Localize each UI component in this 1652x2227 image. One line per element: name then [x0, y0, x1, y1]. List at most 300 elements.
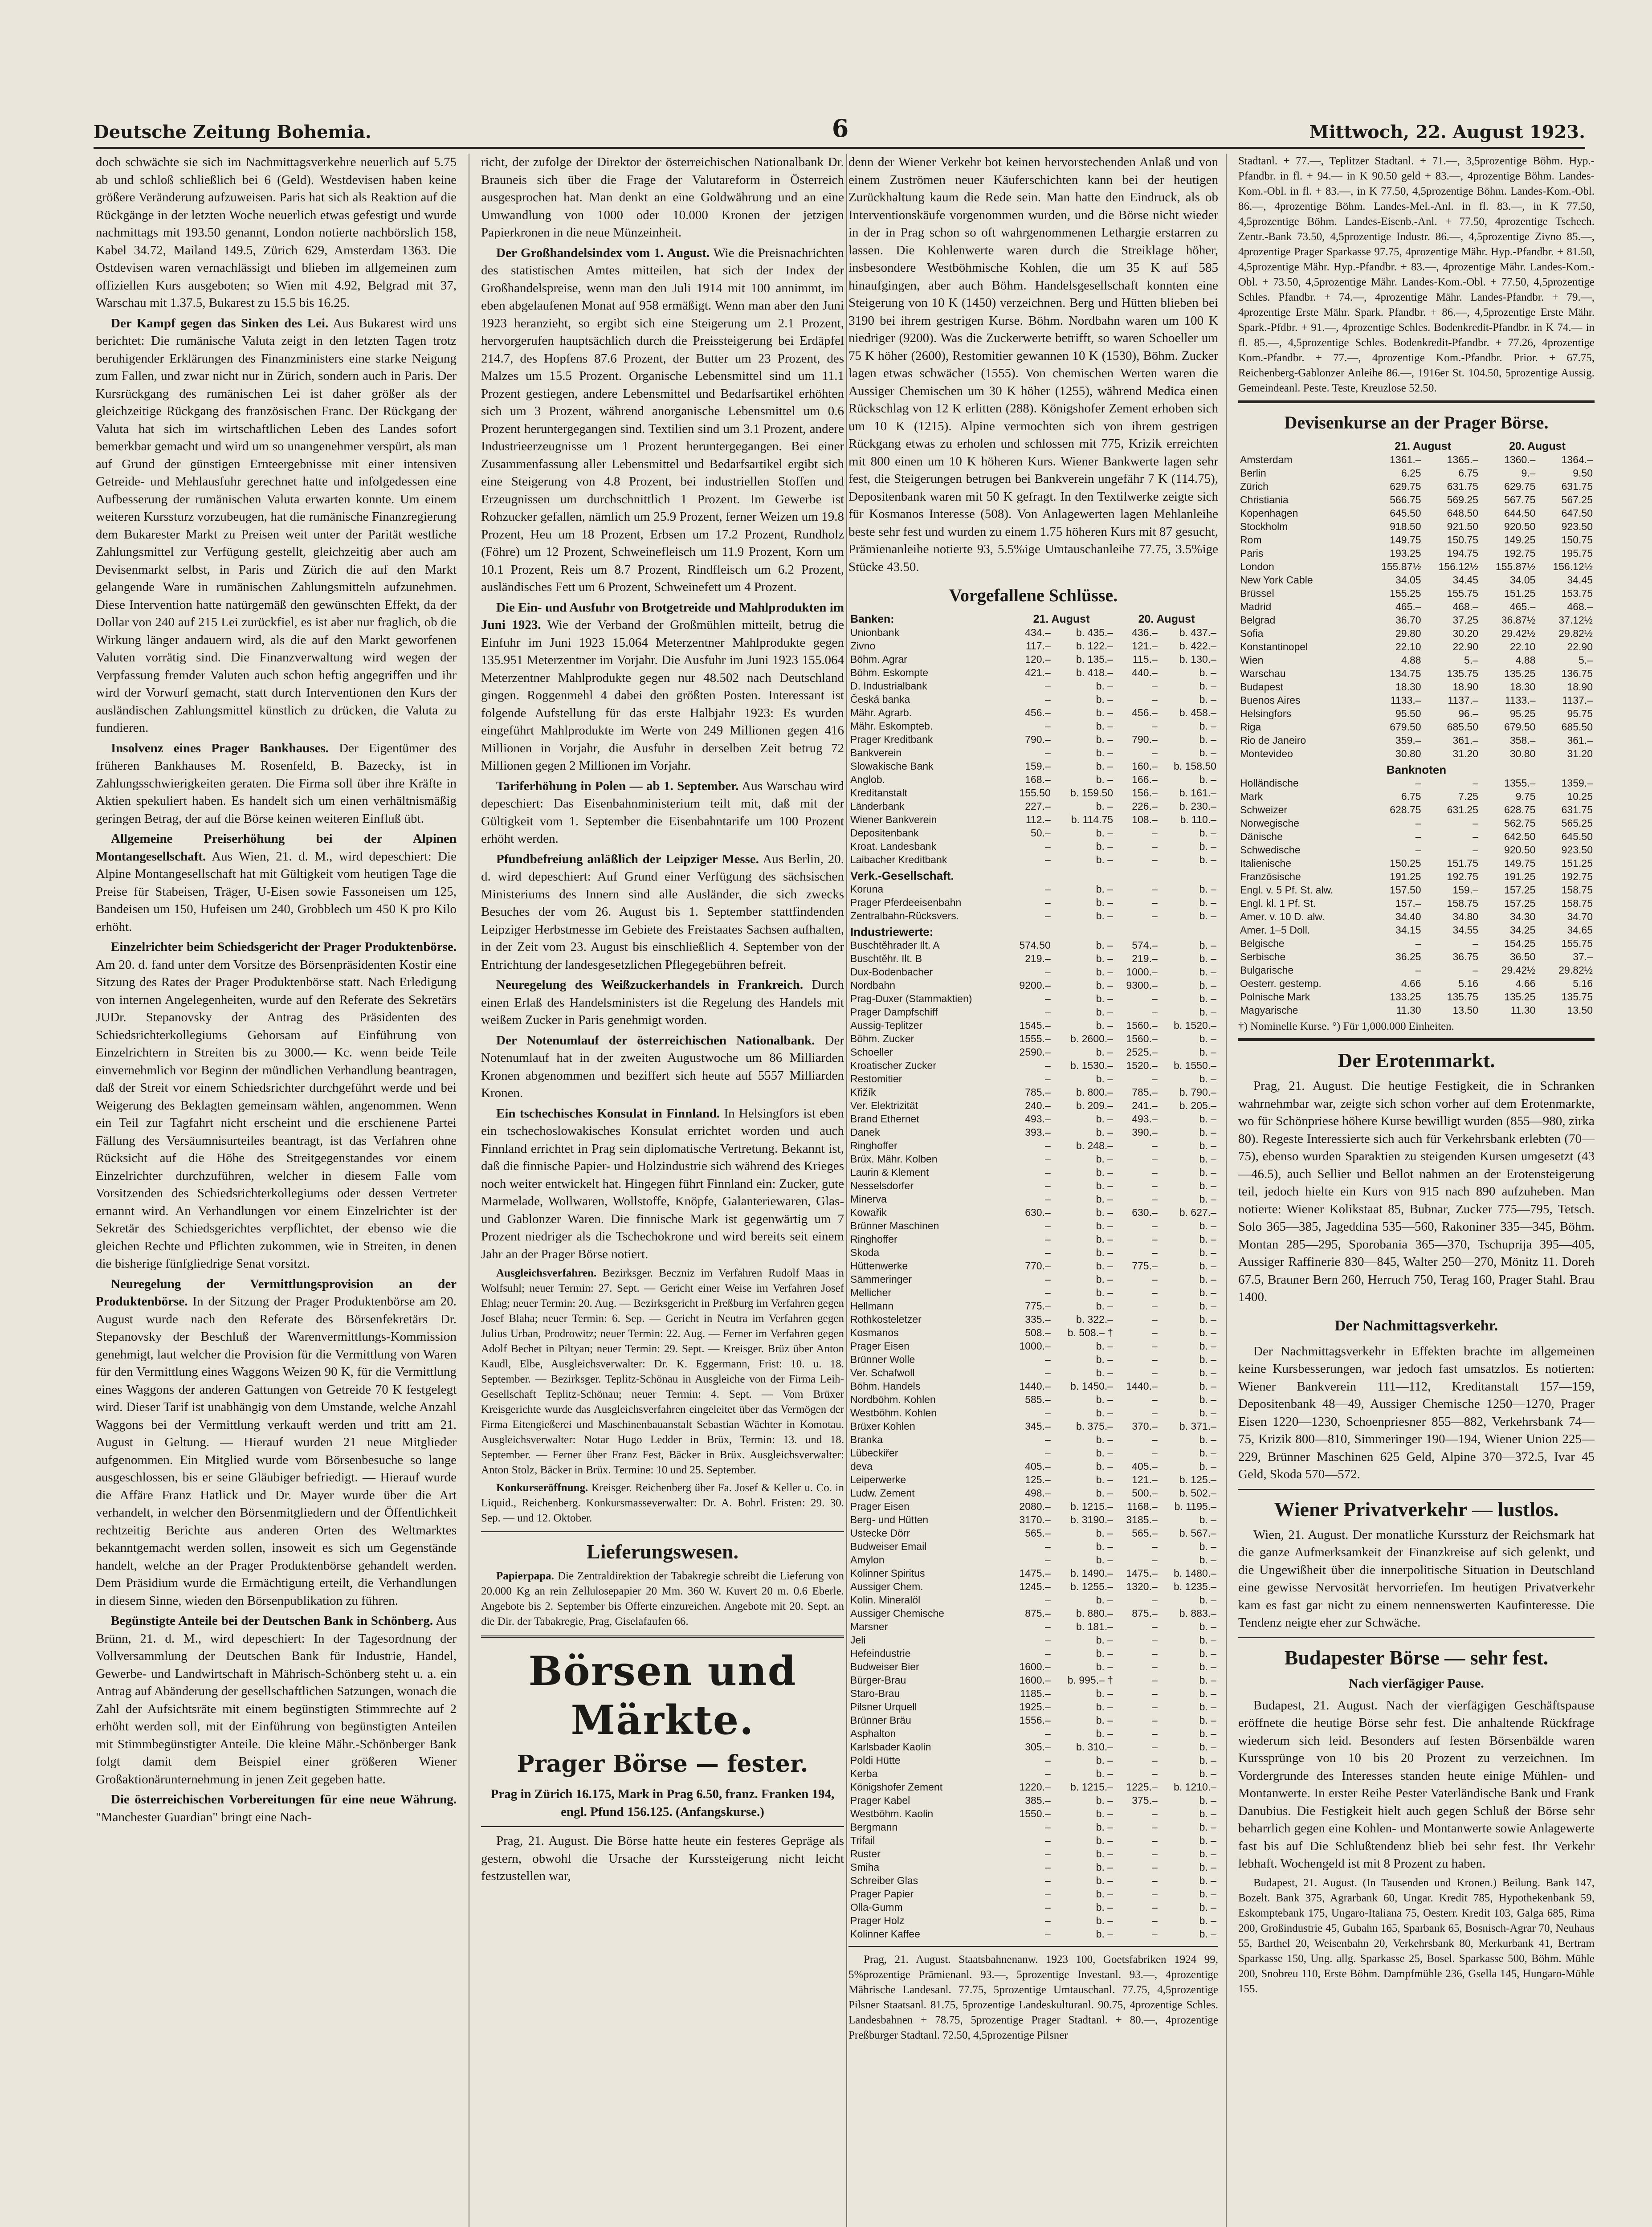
rate-cell: b. – [1199, 966, 1216, 978]
table-row [1238, 923, 1595, 937]
rate-cell: 192.75 [1447, 871, 1479, 882]
row-label: Olla-Gumm [850, 1901, 903, 1913]
rate-cell: b. – [1199, 1327, 1216, 1338]
article-heading: Die Ein- und Ausfuhr von Brotgetreide und Mahlprodukten im Juni 1923. [481, 600, 844, 632]
rate-cell: b. 458.– [1179, 707, 1216, 718]
rate-cell: b. – [1199, 1554, 1216, 1566]
rate-cell: – [1151, 1661, 1158, 1672]
rate-cell: 31.20 [1567, 748, 1593, 759]
rate-cell: b. 1520.– [1174, 1020, 1216, 1031]
rate-cell: 191.25 [1390, 871, 1421, 882]
rate-cell: 192.75 [1504, 547, 1536, 559]
row-label: Prager Pferdeeisenbahn [850, 897, 962, 908]
rate-cell: b. – [1096, 1354, 1114, 1365]
rate-cell: 151.25 [1561, 857, 1593, 869]
row-label: Kolin. Mineralöl [850, 1594, 921, 1606]
rate-cell: – [1151, 883, 1158, 895]
article-text: Bezirksger. Beczniz im Verfahren Rudolf Maas in Wolfsuhl; neuer Termin: 27. Sept. — Gericht einer Weise im Verfahren Josef Ehlag; neuer Termin: 20. Aug. — Bezirksgericht in Preßburg im Verfahren gegen Josef Blaha; neuer Termin: 6. Sep. — Gericht in Neutra im Verfahren gegen Julius Urban, Prodrowitz; neuer Termin: 22. Aug. — Ferner im Verfahren gegen Adolf Bechet in Piltyan; neuer Termin: 29. Sept. — Kreisger. Brüz über Anton Kaudl, Elbe, Ausgleichsverwalter: Dr. K. Eggermann, Frist: 10. u. 18. September. — Bezirksger. Teplitz-Schönau in Ausgleiche von der Firma Leih-Gesellschaft Teplitz-Schönau; neuer Termin: 4. Sept. — Vom Brüxer Kreisgerichte wurde das Ausgleichsverfahren eingeleitet über das Vermögen der Firma Eitengießerei und Maschinenbauanstalt Sebastian Wächter in Komotau. Ausgleichsverwalter: Notar Hugo Ledder in Brüx, Termin: 13. und 18. September. — Ferner über Franz Fest, Bäcker in Brüx. Ausgleichsverwalter: Anton Stolz, Bäcker in Brüx. Termine: 10 und 25. September. [481, 1267, 844, 1476]
rate-cell: – [1151, 1688, 1158, 1699]
rate-cell: 393.– [1025, 1126, 1051, 1138]
rate-cell: 1361.– [1390, 454, 1421, 465]
rate-cell: b. – [1096, 1648, 1114, 1659]
rate-cell: 493.– [1132, 1113, 1158, 1125]
rate-cell: 465.– [1395, 601, 1421, 612]
row-label: Brünner Bräu [850, 1714, 911, 1726]
rate-cell: 36.70 [1395, 614, 1421, 626]
rate-cell: 1245.– [1019, 1581, 1051, 1592]
rate-cell: b. – [1096, 1460, 1114, 1472]
rate-cell: 7.25 [1458, 791, 1479, 802]
table-row [848, 1740, 1218, 1754]
markets-section-title: Börsen und Märkte. [528, 1648, 797, 1744]
row-label: Zentralbahn-Rücksvers. [850, 910, 959, 922]
prague-exchange-headline: Prager Börse — fester. [517, 1750, 808, 1778]
rate-cell: b. – [1096, 1340, 1114, 1352]
table-row [848, 1045, 1218, 1059]
rate-cell: 1440.– [1019, 1380, 1051, 1392]
rate-cell: – [1151, 910, 1158, 922]
rate-cell: 240.– [1025, 1100, 1051, 1111]
rate-cell: b. – [1199, 1394, 1216, 1405]
rate-cell: 1600.– [1019, 1674, 1051, 1686]
rate-cell: 30.20 [1452, 628, 1479, 639]
rate-cell: – [1151, 1354, 1158, 1365]
rate-cell: 194.75 [1447, 547, 1479, 559]
rate-cell: – [1473, 964, 1479, 976]
table-row [848, 1139, 1218, 1152]
rate-cell: b. – [1199, 734, 1216, 745]
rate-cell: 405.– [1025, 1460, 1051, 1472]
rate-cell: b. – [1199, 1728, 1216, 1739]
table-row [848, 666, 1218, 679]
table-row [848, 1901, 1218, 1914]
row-label: Poldi Hütte [850, 1754, 901, 1766]
row-label: Nordböhm. Kohlen [850, 1394, 936, 1405]
rate-cell: 153.75 [1561, 587, 1593, 599]
rate-cell: 361.– [1567, 734, 1593, 746]
table-row [848, 693, 1218, 706]
rate-cell: 18.30 [1395, 681, 1421, 693]
table-row [848, 653, 1218, 666]
row-label: Branka [850, 1434, 883, 1445]
rate-cell: 468.– [1567, 601, 1593, 612]
rate-cell: 121.– [1132, 1474, 1158, 1485]
rate-cell: 29.42½ [1501, 628, 1536, 639]
row-label: Jeli [850, 1634, 866, 1646]
rate-cell: b. – [1096, 1300, 1114, 1312]
rate-cell: 5.16 [1458, 978, 1479, 989]
rate-cell: – [1473, 831, 1479, 842]
row-label: Marsner [850, 1621, 888, 1632]
rate-cell: – [1044, 1434, 1051, 1445]
rate-cell: b. 883.– [1179, 1607, 1216, 1619]
rate-cell: – [1151, 1915, 1158, 1926]
rate-cell: b. 880.– [1076, 1607, 1114, 1619]
rate-cell: 875.– [1025, 1607, 1051, 1619]
rate-cell: b. – [1199, 1140, 1216, 1151]
section-title: Wiener Privatverkehr — lustlos. [1274, 1497, 1559, 1521]
rate-cell: 1545.– [1019, 1020, 1051, 1031]
rate-cell: 2080.– [1019, 1501, 1051, 1512]
table-row [1238, 680, 1595, 693]
rate-cell: – [1044, 1835, 1051, 1846]
stock-table [848, 612, 1218, 1941]
article-heading: Allgemeine Preiserhöhung bei der Alpinen Montangesellschaft. [96, 832, 457, 864]
row-label: Hüttenwerke [850, 1260, 908, 1272]
table-row [848, 1313, 1218, 1326]
row-label: Stockholm [1240, 521, 1288, 532]
rate-cell: 156.12½ [1438, 561, 1479, 572]
rate-cell: – [1044, 1928, 1051, 1940]
row-label: Länderbank [850, 800, 905, 812]
rate-cell: 34.40 [1395, 911, 1421, 922]
rate-cell: 775.– [1132, 1260, 1158, 1272]
article-text: Prag, 21. August. Die Börse hatte heute ein festeres Gepräge als gestern, obwohl die Ursache der Kurssteigerung nicht leicht festzustellen war, [481, 1834, 844, 1883]
table-row [1238, 963, 1595, 977]
rate-cell: 920.50 [1504, 844, 1536, 856]
table-row [848, 938, 1218, 952]
table-row [1238, 640, 1595, 653]
row-label: Brüx. Mähr. Kolben [850, 1153, 938, 1165]
rate-cell: b. – [1199, 1821, 1216, 1833]
rate-cell: – [1415, 844, 1421, 856]
rate-cell: – [1415, 938, 1421, 949]
table-row [848, 1152, 1218, 1166]
rate-cell: 875.– [1132, 1607, 1158, 1619]
table-row [1238, 653, 1595, 667]
rate-cell: b. 110.– [1180, 814, 1216, 825]
table-row [1238, 857, 1595, 870]
rate-cell: b. – [1096, 939, 1114, 951]
rate-cell: b. – [1199, 1033, 1216, 1044]
row-label: Belgrad [1240, 614, 1276, 626]
section-title: Budapester Börse — sehr fest. [1284, 1646, 1549, 1669]
row-label: Amer. 1–5 Doll. [1240, 924, 1310, 936]
rate-cell: 358.– [1509, 734, 1536, 746]
rate-cell: b. – [1096, 693, 1114, 705]
row-label: deva [850, 1460, 873, 1472]
rate-cell: b. – [1096, 760, 1114, 772]
table-row [1238, 707, 1595, 720]
rate-cell: – [1044, 854, 1051, 865]
rate-cell: 34.25 [1509, 924, 1536, 936]
rate-cell: 155.75 [1447, 587, 1479, 599]
rate-cell: b. – [1199, 774, 1216, 785]
rate-cell: b. – [1096, 800, 1114, 812]
rate-cell: 30.80 [1395, 748, 1421, 759]
rate-cell: 11.30 [1396, 1004, 1421, 1016]
table-row [1238, 803, 1595, 816]
rate-cell: 405.– [1132, 1460, 1158, 1472]
row-label: Bulgarische [1240, 964, 1294, 976]
rate-cell: 567.75 [1504, 494, 1536, 506]
rate-cell: 150.25 [1390, 857, 1421, 869]
rate-cell: 11.30 [1510, 1004, 1536, 1016]
row-label: Dänische [1240, 831, 1283, 842]
rate-cell: b. – [1199, 1594, 1216, 1606]
table-row [848, 813, 1218, 826]
rate-cell: 121.– [1132, 640, 1158, 652]
rate-cell: 31.20 [1452, 748, 1479, 759]
rate-cell: 361.– [1452, 734, 1479, 746]
table-row [1238, 910, 1595, 923]
row-label: Mellicher [850, 1287, 892, 1298]
rate-cell: – [1044, 840, 1051, 852]
row-label: Brünner Maschinen [850, 1220, 939, 1232]
rate-cell: 1555.– [1019, 1033, 1051, 1044]
rate-cell: 158.75 [1561, 884, 1593, 896]
table-row [848, 1219, 1218, 1232]
rate-cell: 5.– [1579, 654, 1593, 666]
rate-cell: 645.50 [1390, 507, 1421, 519]
rate-cell: b. – [1096, 1046, 1114, 1058]
rate-cell: b. 1210.– [1174, 1781, 1216, 1793]
row-label: Ver. Elektrizität [850, 1100, 918, 1111]
rate-cell: – [1151, 897, 1158, 908]
rate-cell: b. – [1199, 1220, 1216, 1232]
rate-cell: – [1151, 1741, 1158, 1753]
table-row [848, 1860, 1218, 1874]
rate-cell: 36.75 [1452, 951, 1479, 963]
rate-cell: 135.75 [1561, 991, 1593, 1003]
rate-cell: – [1044, 1447, 1051, 1459]
rate-cell: 149.75 [1504, 857, 1536, 869]
row-label: Smiha [850, 1861, 880, 1873]
rate-cell: b. – [1096, 840, 1114, 852]
rate-cell: – [1044, 883, 1051, 895]
table-row [848, 1566, 1218, 1580]
row-label: Oesterr. gestemp. [1240, 978, 1322, 989]
rate-cell: b. – [1096, 1554, 1114, 1566]
table-row [1238, 830, 1595, 843]
rate-cell: 134.75 [1390, 668, 1421, 679]
rate-cell: 149.25 [1504, 534, 1536, 546]
article-text: Budapest, 21. August. (In Tausenden und Kronen.) Beilung. Bank 147, Bozelt. Bank 375, Agrarbank 60, Ungar. Kredit 785, Hypothekenbank 59, Eskomptebank 175, Ungaro-Italiana 75, Oesterr. Kredit 103, Galga 685, Rima 200, Großindustrie 45, Gubahn 165, Sparbank 65, Bosnisch-Agrar 70, Neuhaus 55, Barthel 20, Weisenbahn 20, Verkehrsbank 80, Merkurbank 41, Bertram Sparkasse 150, Ung. allg. Sparkasse 25, Bosel. Sparkasse 500, Böhm. Mühle 200, Snobreu 110, Erste Böhm. Dampfmühle 236, Gsella 145, Hungaro-Mühle 155. [1238, 1876, 1595, 1995]
rate-cell: 136.75 [1561, 668, 1593, 679]
table-row [848, 1259, 1218, 1273]
table-row [848, 786, 1218, 799]
table-row [848, 1406, 1218, 1419]
article-text: Aus Berlin, 20. d. wird depeschiert: Auf Grund einer Verfügung des sächsischen Ministeriums des Innern sind alle Ausländer, die sich zwecks Besuches der vom 26. August bis 1. September stattfindenden Leipziger Herbstmesse im Gebiete des Freistaates Sachsen aufhalten, in der Zeit vom 23. August bis einschließlich 4. September von der Entrichtung der landesgesetzlichen Pflegegebühren befreit. [481, 852, 844, 972]
rate-cell: – [1044, 910, 1051, 922]
article-heading: Ein tschechisches Konsulat in Finnland. [496, 1106, 720, 1121]
table-row [848, 799, 1218, 813]
rate-cell: b. 418.– [1076, 667, 1114, 678]
row-label: Sofia [1240, 628, 1264, 639]
rate-cell: – [1151, 1300, 1158, 1312]
row-label: Französische [1240, 871, 1301, 882]
rate-cell: 135.75 [1447, 991, 1479, 1003]
row-label: Kreditanstalt [850, 787, 907, 799]
rate-cell: – [1044, 897, 1051, 908]
rate-cell: 1556.– [1019, 1714, 1051, 1726]
rate-cell: – [1151, 1327, 1158, 1338]
rate-cell: – [1151, 1861, 1158, 1873]
row-label: Mähr. Agrarb. [850, 707, 912, 718]
rate-cell: 923.50 [1561, 844, 1593, 856]
row-label: Zivno [850, 640, 876, 652]
table-row [848, 706, 1218, 719]
table-row [848, 1834, 1218, 1847]
rate-cell: b. – [1199, 939, 1216, 951]
table-row [848, 1607, 1218, 1620]
rate-cell: – [1151, 1848, 1158, 1860]
section-title: Devisenkurse an der Prager Börse. [1284, 412, 1549, 432]
rate-cell: – [1044, 1220, 1051, 1232]
table-row [848, 1647, 1218, 1660]
rate-cell: 921.50 [1447, 521, 1479, 532]
rate-cell: 192.75 [1561, 871, 1593, 882]
rate-cell: b. – [1096, 1634, 1114, 1646]
article-text: Die Zentraldirektion der Tabakregie schreibt die Lieferung von 20.000 Kg an rein Zellulosepapier 20 Mm. 360 W. Kuvert 20 m. 0.6 Eberle. Angebote bis 2. September bis Offerte einzureichen. Angebote mit 20. Sept. an die Dir. der Tabakregie, Prag, Giselafaufen 66. [481, 1570, 844, 1627]
rate-cell: 29.82½ [1558, 964, 1593, 976]
rate-cell: 160.– [1132, 760, 1158, 772]
rate-cell: 34.45 [1567, 574, 1593, 586]
rate-cell: b. 135.– [1076, 653, 1114, 665]
rate-cell: b. – [1096, 1233, 1114, 1245]
rate-cell: – [1044, 747, 1051, 759]
rate-cell: b. – [1096, 1701, 1114, 1713]
row-label: Prager Kreditbank [850, 734, 933, 745]
column-1 [96, 154, 457, 2227]
table-row [848, 840, 1218, 853]
rate-cell: b. – [1096, 1167, 1114, 1178]
rate-cell: 13.50 [1452, 1004, 1479, 1016]
rate-cell: 29.80 [1395, 628, 1421, 639]
article-text: "Manchester Guardian" bringt eine Nach- [96, 1810, 312, 1824]
rate-cell: b. – [1096, 1153, 1114, 1165]
rate-cell: 29.42½ [1501, 964, 1536, 976]
rate-cell: 345.– [1025, 1420, 1051, 1432]
table-row [1238, 600, 1595, 613]
article-text: Der Eigentümer des früheren Bankhauses M. Rosenfeld, B. Bazecky, ist in Zahlungsschwierigkeiten geraten. Die Firma soll über ihre Kräfte in Aktien spekuliert haben. Es handelt sich um einen verhältnismäßig geringen Betrag, der auf die Börse keinen weiteren Einfluß übt. [96, 741, 457, 826]
rate-cell: – [1044, 1848, 1051, 1860]
rate-cell: 305.– [1025, 1741, 1051, 1753]
rate-cell: – [1044, 1247, 1051, 1258]
rate-cell: – [1044, 1407, 1051, 1419]
rate-cell: 9.50 [1573, 467, 1593, 479]
table-row [848, 979, 1218, 992]
rate-cell: 34.05 [1395, 574, 1421, 586]
article-text: In Helsingfors ist eben ein tschechoslowakisches Konsulat errichtet worden und auch Finnland errichtet in Prag sein diplomatische Vertretung. Bekannt ist, daß die finnische Papier- und Holzindustrie sich während des Krieges noch weiter entwickelt hat. Hingegen führt Finnland ein: Zucker, gute Marmelade, Wollwaren, Wollstoffe, Knöpfe, Galanteriewaren, Glas- und Gablonzer Waren. Die finnische Mark ist gegenwärtig um 7 Prozent niedriger als die Tschechokrone und wird bereits seit einem Jahr an der Prager Börse notiert. [481, 1106, 844, 1261]
rate-cell: b. – [1096, 953, 1114, 964]
rate-cell: 465.– [1509, 601, 1536, 612]
rate-cell: 565.25 [1561, 817, 1593, 829]
table-row [848, 1847, 1218, 1860]
rate-cell: – [1151, 1554, 1158, 1566]
rate-cell: – [1151, 1928, 1158, 1940]
table-row [1238, 776, 1595, 790]
rate-cell: b. – [1199, 1193, 1216, 1205]
row-label: Helsingfors [1240, 708, 1292, 719]
table-row [848, 1633, 1218, 1647]
table-row [1238, 466, 1595, 480]
article-text: Stadtanl. + 77.—, Teplitzer Stadtanl. + 71.—, 3,5prozentige Böhm. Hyp.-Pfandbr. in fl. + 94.— in K 90.50 geld + 83.—, 4prozentige Böhm. Landes-Kom.-Obl. in fl. + 83.—, in K 77.50, 4,5prozentige Böhm. Landes-Kom.-Obl. 86.—, 4prozentige Böhm. Landes-Mel.-Anl. in fl. 83.—, in K 77.50, 4,5prozentige Böhm. Landes-Eisenb.-Anl. + 77.50, 4prozentige Tschech. Zentr.-Bank 73.50, 4,5prozentige Industr. 86.—, 4,5prozentige Zivno 85.—, 4prozentige Prager Sparkasse 97.75, 4prozentige Mähr. Hyp.-Pfandbr. + 81.50, 4,5prozentige Mähr. Hyp.-Pfandbr. + 83.—, 4prozentige Mähr. Landes-Kom.-Obl. + 73.50, 4,5prozentige Mähr. Landes-Kom.-Obl. + 77.50, 4,5prozentige Schles. Pfandbr. + 74.—, 4prozentige Mähr. Landes-Pfandbr. + 79.—, 4prozentige Erste Mähr. Spark. Pfandbr. + 86.—, 4,5prozentige Erste Mähr. Spark.-Pfdbr. + 91.—, 4prozentige Schles. Bodenkredit-Pfandbr. in K 74.— in fl. 85.—, 4,5prozentige Schles. Bodenkredit-Pfandbr. + 77.26, 4prozentige Kom.-Pfandbr. + 77.—, 4prozentige Kom.-Pfandbr. Prior. + 67.75, Reichenberg-Gablonzer Anleihe 86.—, 1916er St. 104.50, 5prozentige Aussig. Gemeindeanl. Peste. Teste, Kreuzlose 52.50. [1238, 155, 1595, 394]
rate-cell: b. – [1096, 1394, 1114, 1405]
rate-cell: 1168.– [1127, 1501, 1158, 1512]
table-row [848, 1794, 1218, 1807]
table-row [1238, 506, 1595, 520]
rate-cell: b. 114.75 [1071, 814, 1114, 825]
table-row [848, 1820, 1218, 1834]
column-rule [846, 154, 847, 2227]
rate-cell: – [1151, 827, 1158, 839]
rate-cell: b. – [1096, 1474, 1114, 1485]
rate-cell: b. – [1199, 1768, 1216, 1779]
rate-cell: b. – [1096, 1487, 1114, 1499]
table-row [848, 773, 1218, 786]
table-row [848, 1486, 1218, 1500]
row-label: Budweiser Bier [850, 1661, 919, 1672]
rate-cell: b. 1530.– [1070, 1060, 1114, 1071]
rate-cell: 569.25 [1447, 494, 1479, 506]
rate-cell: 34.30 [1509, 911, 1536, 922]
rate-cell: – [1151, 1888, 1158, 1900]
rate-cell: b. – [1199, 1688, 1216, 1699]
table-row [1238, 493, 1595, 506]
rate-cell: 1185.– [1020, 1688, 1051, 1699]
rate-cell: b. – [1199, 1875, 1216, 1886]
row-label: Ruster [850, 1848, 881, 1860]
table-row [1238, 587, 1595, 600]
rate-cell: 96.– [1458, 708, 1479, 719]
column-4 [1238, 154, 1595, 2227]
rate-cell: b. 371.– [1179, 1420, 1216, 1432]
rate-cell: b. – [1199, 667, 1216, 678]
rate-cell: 630.– [1132, 1207, 1158, 1218]
rate-cell: b. – [1096, 1848, 1114, 1860]
row-label: Laurin & Klement [850, 1167, 929, 1178]
table-row [848, 1473, 1218, 1486]
rate-cell: b. – [1096, 680, 1114, 692]
row-label: Kopenhagen [1240, 507, 1298, 519]
rate-cell: 790.– [1132, 734, 1158, 745]
row-label: London [1240, 561, 1274, 572]
rate-cell: b. – [1199, 1126, 1216, 1138]
article-text: Wie die Preisnachrichten des statistischen Amtes mitteilen, hat sich der Index der Großhandelspreise, wenn man den Juli 1914 mit 100 annimmt, im eben abgelaufenen Monat auf 958 ermäßigt. Wenn man aber den Juni 1923 heranzieht, so ergibt sich eine Steigerung um 2.1 Prozent, hervorgerufen hauptsächlich durch die Preissteigerung bei Erdäpfel 214.7, des Hopfens 87.6 Prozent, der Butter um 23 Prozent, des Malzes um 15.5 Prozent. Organische Lebensmittel sind um 11.1 Prozent gestiegen, andere Lebensmittel und Bedarfsartikel erhöhten sich um 3 Prozent, während anorganische Lebensmittel um 0.6 Prozent heruntergegangen sind. Textilien sind um 3.1 Prozent, andere Industrieerzeugnisse um 1 Prozent heruntergegangen. Bei einer Zusammenfassung aller Lebensmittel und Bedarfsartikel ergibt sich eine Steigerung von 4.8 Prozent, bei industriellen Stoffen und Erzeugnissen um durchschnittlich 1 Prozent. Im Gewerbe ist Rohzucker gefallen, nämlich um 25.9 Prozent, ferner Weizen um 19.8 Prozent, Heu um 18 Prozent, Erbsen um 17.2 Prozent, Rundholz (Föhre) um 12 Prozent, Schweinefleisch um 11.9 Prozent, Korn um 10.1 Prozent, Reis um 8.7 Prozent, Rindfleisch um 6.2 Prozent, ausländisches Fett um 6 Prozent, Schweinefett um 4 Prozent. [481, 245, 844, 594]
rate-cell: 436.– [1132, 627, 1158, 638]
table-row [848, 1286, 1218, 1299]
table-row [1238, 533, 1595, 547]
rate-cell: 18.90 [1452, 681, 1479, 693]
rate-cell: b. – [1096, 707, 1114, 718]
rate-cell: 18.90 [1567, 681, 1593, 693]
table-row [848, 1005, 1218, 1019]
rate-cell: b. 508.– † [1067, 1327, 1114, 1338]
rate-cell: b. 435.– [1076, 627, 1114, 638]
rate-cell: 3185.– [1126, 1514, 1158, 1525]
rate-cell: b. – [1096, 720, 1114, 732]
rate-cell: 195.75 [1561, 547, 1593, 559]
table-section-label: Industriewerte: [850, 925, 934, 938]
rate-cell: – [1151, 747, 1158, 759]
row-label: Minerva [850, 1193, 887, 1205]
rate-cell: 117.– [1025, 640, 1051, 652]
row-label: Hefeindustrie [850, 1648, 911, 1659]
rate-cell: b. – [1199, 1447, 1216, 1459]
rate-cell: 630.– [1025, 1207, 1051, 1218]
rate-cell: 95.25 [1509, 708, 1536, 719]
rate-cell: – [1151, 1407, 1158, 1419]
section-rule [1238, 1637, 1595, 1638]
rate-cell: – [1044, 1554, 1051, 1566]
rate-cell: 1359.– [1561, 777, 1593, 789]
row-label: Zürich [1240, 481, 1269, 492]
section-title: Der Erotenmarkt. [1338, 1049, 1495, 1072]
rate-cell: 1440.– [1126, 1380, 1158, 1392]
rate-cell: b. – [1096, 1073, 1114, 1085]
row-label: Sämmeringer [850, 1273, 912, 1285]
